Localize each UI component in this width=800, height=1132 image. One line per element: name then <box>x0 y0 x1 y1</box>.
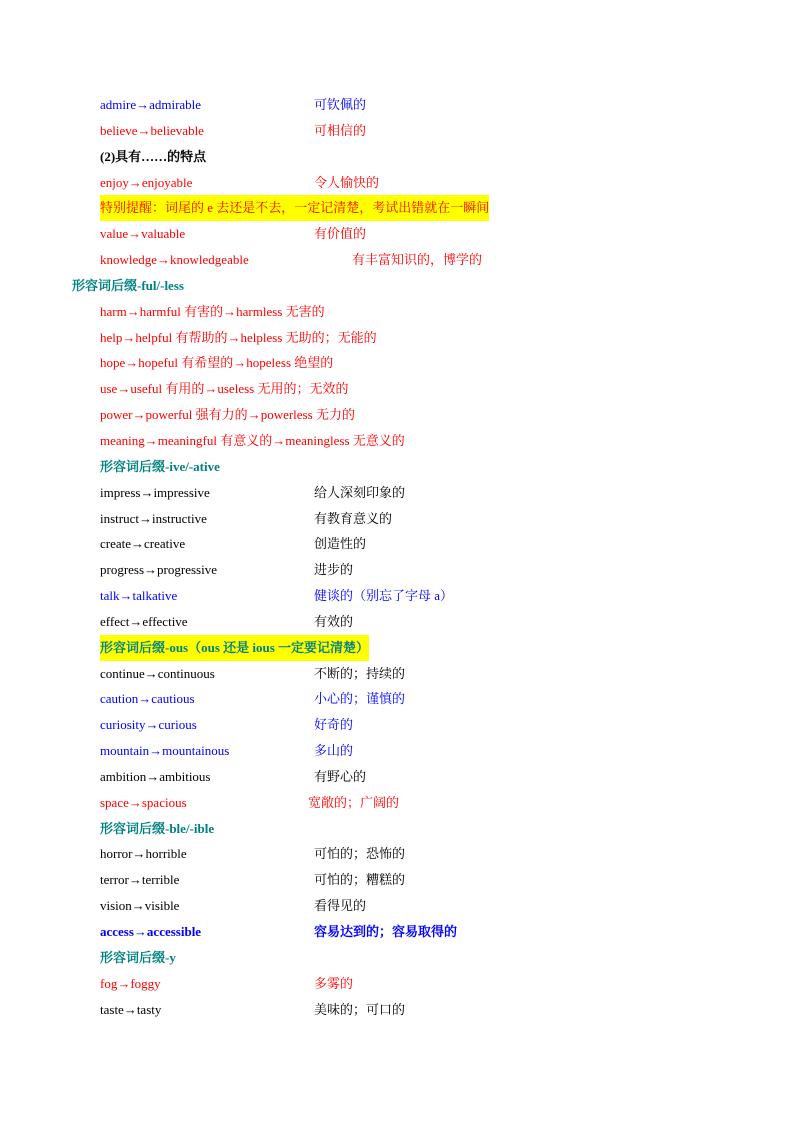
section-heading-ive-ative: 形容词后缀-ive/-ative <box>100 458 220 474</box>
word-meaning: 给人深刻印象的 <box>314 484 406 500</box>
word-pair: create→creative <box>100 536 186 552</box>
section-heading-row <box>0 454 800 480</box>
ful-word: use→useful <box>100 381 163 397</box>
ful-word: meaning→meaningful <box>100 432 217 448</box>
word-row <box>0 557 800 583</box>
word-meaning: 健谈的（别忘了字母 a） <box>314 588 454 604</box>
ful-word: help→helpful <box>100 329 173 345</box>
word-row <box>0 480 800 506</box>
section-heading-ble-ible: 形容词后缀-ble/-ible <box>100 820 215 836</box>
word-pair: ambition→ambitious <box>100 768 211 784</box>
word-meaning: 不断的；持续的 <box>314 665 406 681</box>
word-meaning: 可相信的 <box>314 122 367 138</box>
ful-word: harm→harmful <box>100 303 181 319</box>
word-pair: mountain→mountainous <box>100 743 230 759</box>
word-row <box>0 92 800 118</box>
less-word: →helpless <box>227 329 283 345</box>
word-row <box>0 867 800 893</box>
less-meaning: 无意义的 <box>352 432 405 448</box>
reminder-note: 特别提醒：词尾的 e 去还是不去，一定记清楚，考试出错就在一瞬间 <box>100 195 489 221</box>
word-pair: curiosity→curious <box>100 717 197 733</box>
word-meaning: 令人愉快的 <box>314 174 380 190</box>
ful-row <box>0 402 800 428</box>
word-meaning: 看得见的 <box>314 898 367 914</box>
section-heading-row <box>0 144 800 170</box>
word-row <box>0 609 800 635</box>
word-meaning: 有效的 <box>314 613 354 629</box>
word-row <box>0 764 800 790</box>
word-pair: progress→progressive <box>100 562 217 578</box>
less-word: →meaningless <box>272 432 350 448</box>
word-meaning: 有丰富知识的，博学的 <box>352 252 483 268</box>
ful-row <box>0 325 800 351</box>
word-pair: continue→continuous <box>100 665 215 681</box>
ful-word: hope→hopeful <box>100 355 178 371</box>
ful-less-pair <box>100 325 377 351</box>
ful-less-pair <box>100 350 333 376</box>
word-pair: effect→effective <box>100 613 188 629</box>
word-row <box>0 971 800 997</box>
less-meaning: 无助的；无能的 <box>285 329 377 345</box>
word-row <box>0 247 800 273</box>
section-heading-row <box>0 816 800 842</box>
word-meaning: 有野心的 <box>314 768 367 784</box>
ful-meaning: 强有力的 <box>195 407 248 423</box>
less-meaning: 无用的；无效的 <box>257 381 349 397</box>
word-pair: talk→talkative <box>100 588 178 604</box>
ful-meaning: 有害的 <box>184 303 224 319</box>
less-meaning: 绝望的 <box>294 355 334 371</box>
word-row <box>0 738 800 764</box>
word-pair: impress→impressive <box>100 484 210 500</box>
word-pair: value→valuable <box>100 226 186 242</box>
word-meaning: 宽敞的；广阔的 <box>308 794 400 810</box>
section-heading-ous: 形容词后缀-ous（ous 还是 ious 一定要记清楚） <box>100 635 369 661</box>
word-pair: taste→tasty <box>100 1001 162 1017</box>
word-meaning: 有价值的 <box>314 226 367 242</box>
less-word: →harmless <box>223 303 283 319</box>
word-meaning: 进步的 <box>314 562 354 578</box>
word-meaning: 可怕的；糟糕的 <box>314 872 406 888</box>
document-page <box>0 92 800 1022</box>
word-row <box>0 790 800 816</box>
word-meaning: 美味的；可口的 <box>314 1001 406 1017</box>
section-heading-row <box>0 945 800 971</box>
word-row <box>0 893 800 919</box>
less-meaning: 无力的 <box>315 407 355 423</box>
section-heading-row <box>0 273 800 299</box>
word-meaning: 可钦佩的 <box>314 97 367 112</box>
word-row <box>0 506 800 532</box>
word-meaning: 多山的 <box>314 743 354 759</box>
ful-row <box>0 428 800 454</box>
word-row <box>0 583 800 609</box>
ful-less-pair <box>100 299 325 325</box>
less-word: →useless <box>204 381 255 397</box>
word-pair: horror→horrible <box>100 846 187 862</box>
reminder-row <box>0 195 800 221</box>
ful-less-pair <box>100 376 348 402</box>
section-heading-feature: (2)具有……的特点 <box>100 148 207 164</box>
word-row <box>0 686 800 712</box>
word-row <box>0 118 800 144</box>
word-row <box>0 919 800 945</box>
word-pair: caution→cautious <box>100 691 195 707</box>
ful-row <box>0 350 800 376</box>
ful-word: power→powerful <box>100 407 193 423</box>
word-row <box>0 531 800 557</box>
less-word: →hopeless <box>233 355 292 371</box>
section-heading-row <box>0 635 800 661</box>
section-heading-ful-less: 形容词后缀-ful/-less <box>72 277 184 293</box>
word-pair: vision→visible <box>100 898 180 914</box>
word-row <box>0 221 800 247</box>
word-meaning: 容易达到的；容易取得的 <box>314 924 458 939</box>
word-pair: space→spacious <box>100 794 187 810</box>
word-pair: admire→admirable <box>100 97 202 112</box>
ful-row <box>0 376 800 402</box>
ful-less-pair <box>100 428 405 454</box>
word-row <box>0 170 800 196</box>
word-meaning: 小心的；谨慎的 <box>314 691 406 707</box>
word-pair: knowledge→knowledgeable <box>100 252 249 268</box>
word-pair: access→accessible <box>100 924 202 939</box>
word-meaning: 好奇的 <box>314 717 354 733</box>
word-row <box>0 712 800 738</box>
word-row <box>0 841 800 867</box>
word-row <box>0 661 800 687</box>
section-heading-y: 形容词后缀-y <box>100 949 176 965</box>
word-meaning: 创造性的 <box>314 536 367 552</box>
less-word: →powerless <box>247 407 313 423</box>
word-pair: instruct→instructive <box>100 510 207 526</box>
word-pair: enjoy→enjoyable <box>100 174 193 190</box>
ful-meaning: 有意义的 <box>220 432 273 448</box>
ful-row <box>0 299 800 325</box>
ful-meaning: 有用的 <box>165 381 205 397</box>
word-meaning: 多雾的 <box>314 975 354 991</box>
word-meaning: 可怕的；恐怖的 <box>314 846 406 862</box>
word-row <box>0 997 800 1023</box>
word-pair: fog→foggy <box>100 975 161 991</box>
word-meaning: 有教育意义的 <box>314 510 393 526</box>
less-meaning: 无害的 <box>285 303 325 319</box>
word-pair: believe→believable <box>100 122 204 138</box>
ful-meaning: 有希望的 <box>181 355 234 371</box>
ful-meaning: 有帮助的 <box>175 329 228 345</box>
ful-less-pair <box>100 402 355 428</box>
word-pair: terror→terrible <box>100 872 180 888</box>
